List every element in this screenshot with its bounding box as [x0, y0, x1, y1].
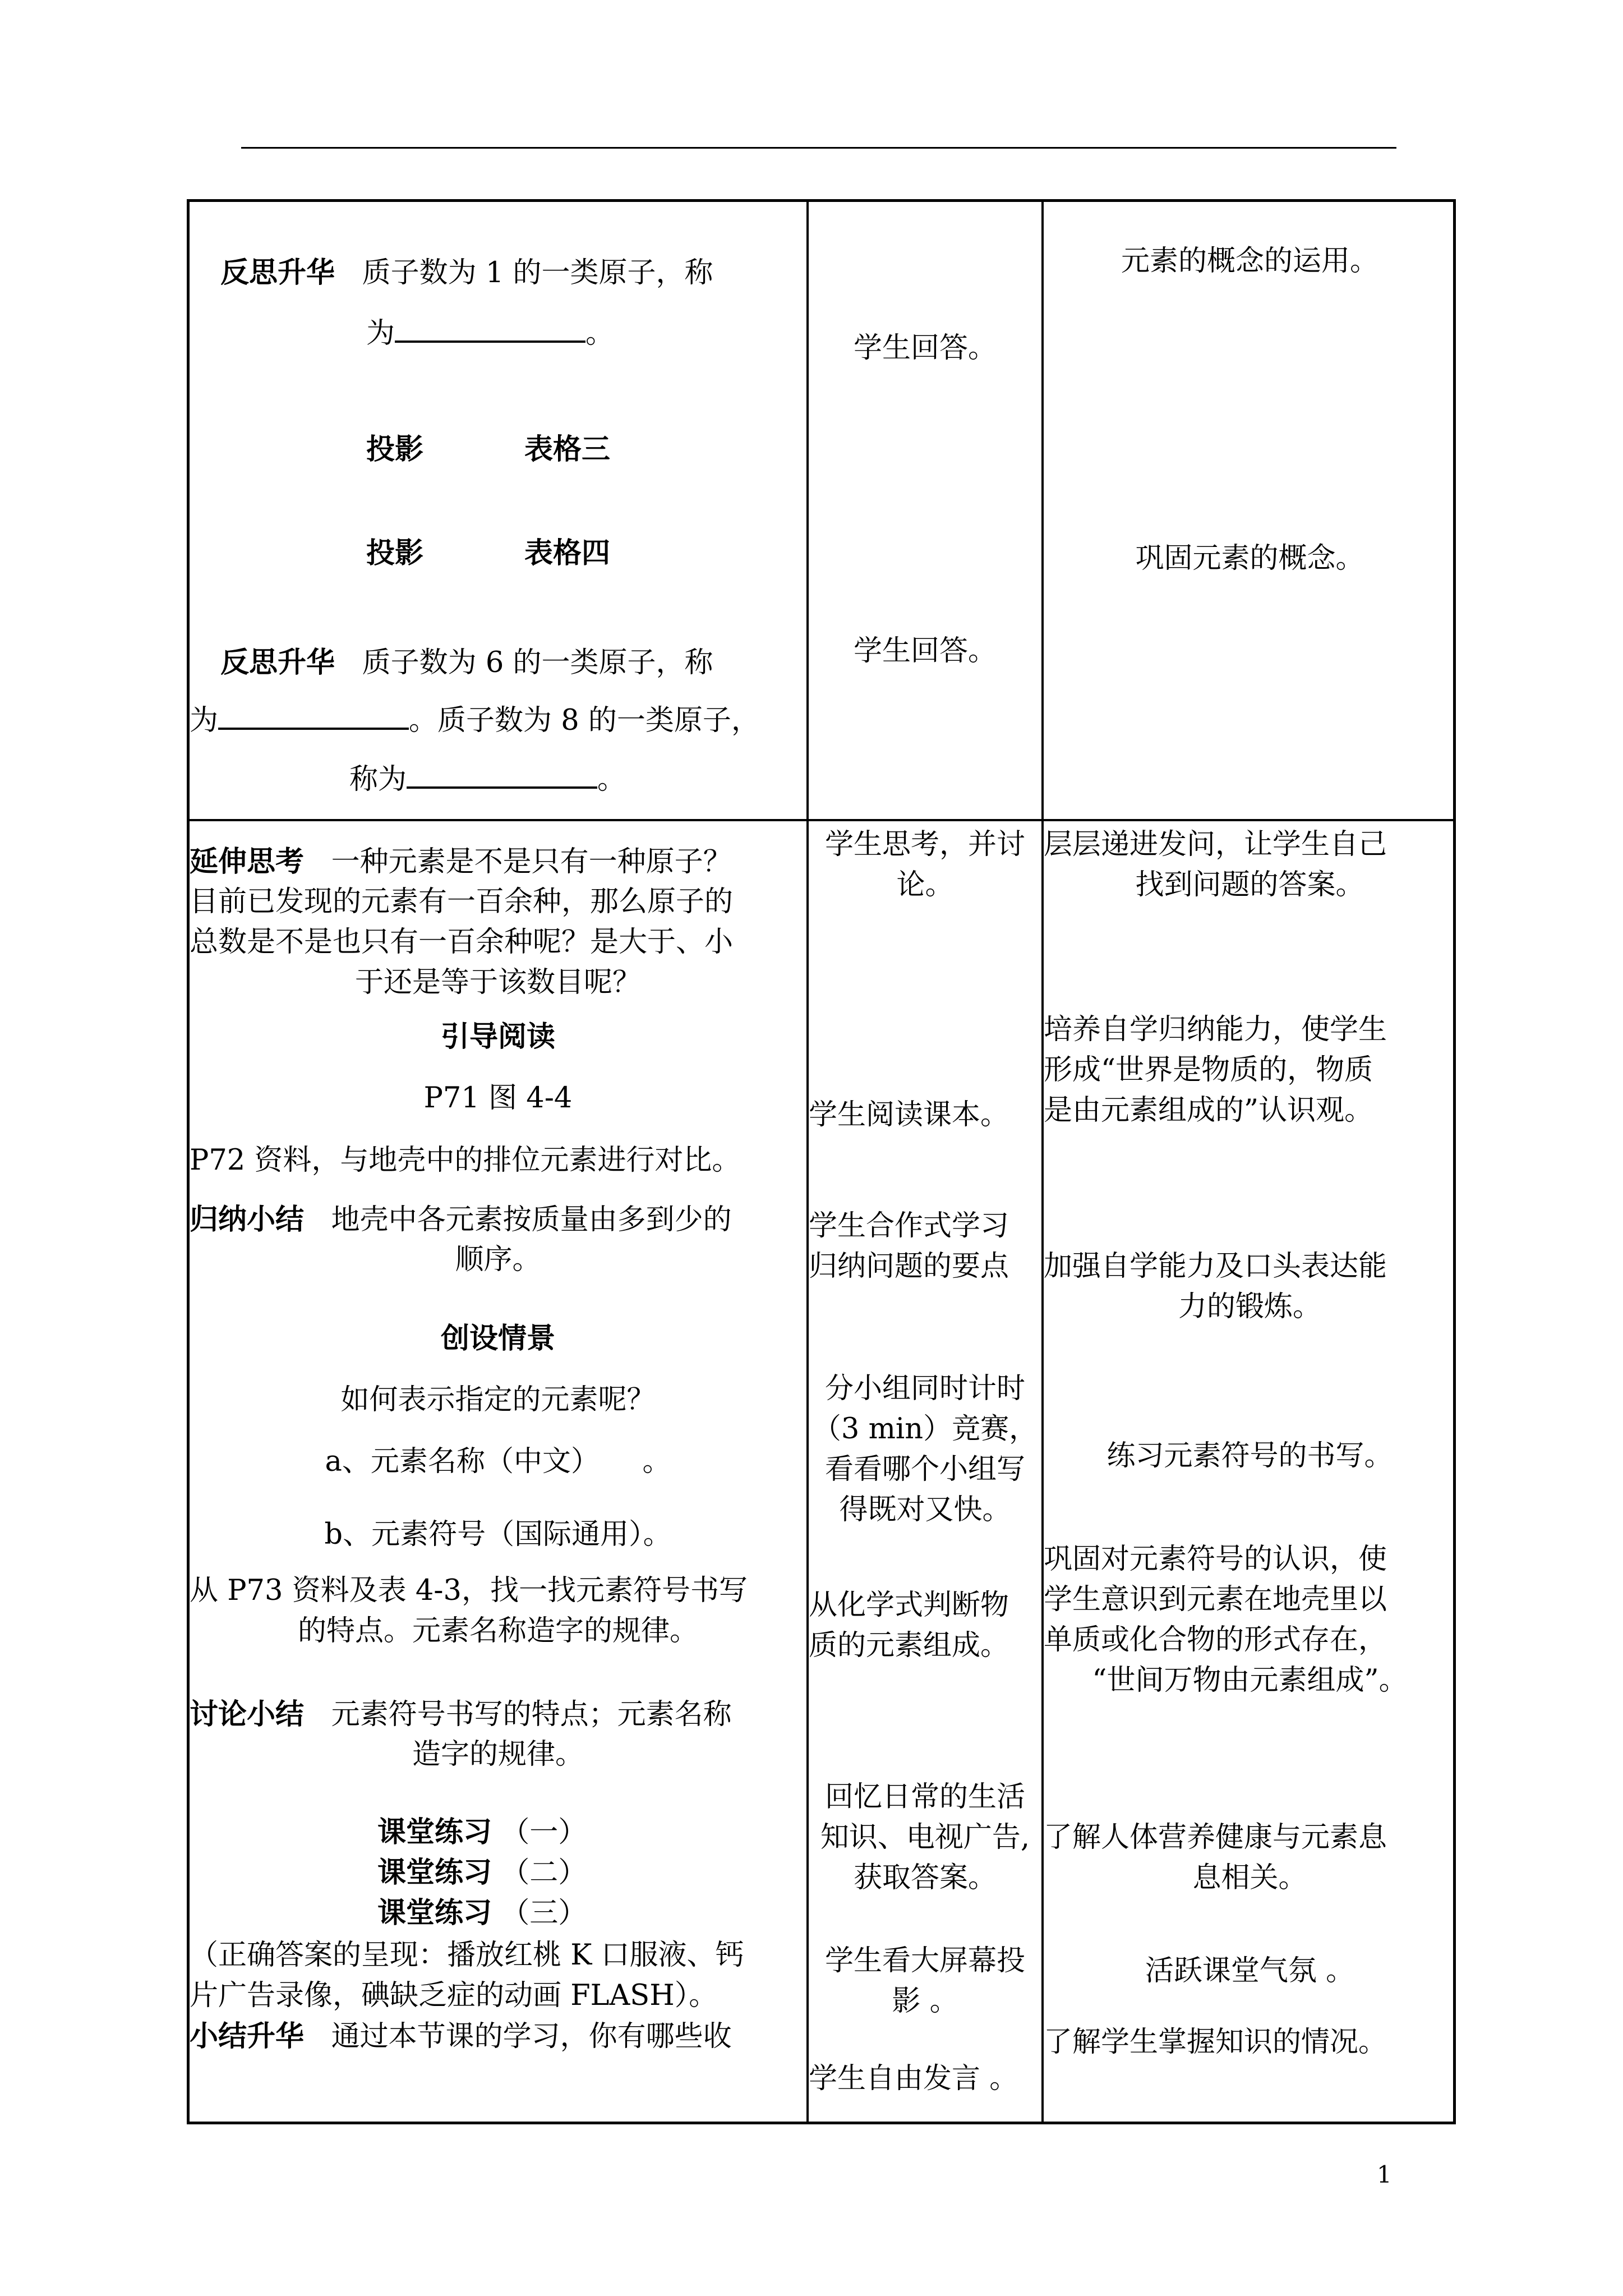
- text: 。质子数为 8 的一类原子，: [409, 704, 760, 737]
- design-intent: “世间万物由元素组成”。: [1092, 1664, 1408, 1697]
- option-a: a、元素名称（中文） 。: [325, 1445, 671, 1478]
- option-b: b、元素符号（国际通用）。: [324, 1518, 672, 1551]
- purpose-text: 巩固元素的概念。: [1135, 542, 1364, 575]
- student-activity: 从化学式判断物: [809, 1589, 1009, 1622]
- student-answer-2: 学生回答。: [853, 634, 997, 668]
- section-label: 小结升华: [190, 2019, 305, 2053]
- design-intent: 加强自学能力及口头表达能: [1044, 1250, 1387, 1283]
- student-activity: 回忆日常的生活: [824, 1780, 1025, 1814]
- text: 元素符号书写的特点；元素名称: [331, 1698, 732, 1731]
- projection-value: 表格四: [524, 536, 611, 570]
- design-intent: 力的锻炼。: [1178, 1290, 1321, 1323]
- student-activity: 质的元素组成。: [809, 1629, 1009, 1662]
- exercise-label: 课堂练习: [377, 1815, 492, 1849]
- student-activity: 学生思考，并讨: [824, 828, 1025, 861]
- projection-value: 表格三: [524, 432, 611, 466]
- question-text: 如何表示指定的元素呢？: [340, 1383, 656, 1416]
- exercise-number: （三）: [501, 1897, 587, 1930]
- text: 地壳中各元素按质量由多到少的: [331, 1203, 732, 1236]
- student-activity: 获取答案。: [853, 1861, 997, 1894]
- answer-presentation-line1: （正确答案的呈现：播放红桃 K 口服液、钙: [190, 1939, 744, 1972]
- student-activity: 归纳问题的要点: [809, 1250, 1009, 1283]
- design-intent: 练习元素符号的书写。: [1106, 1439, 1393, 1473]
- reflection-label: 反思升华: [220, 646, 335, 679]
- student-activity: 分小组同时计时: [824, 1372, 1025, 1405]
- design-intent: 息相关。: [1192, 1861, 1307, 1894]
- design-intent: 找到问题的答案。: [1135, 868, 1364, 901]
- design-intent: 巩固对元素符号的认识，使: [1044, 1543, 1387, 1576]
- discussion-line1: [190, 1694, 732, 1735]
- exercise-1: [377, 1812, 587, 1853]
- scenario-heading: 创设情景: [440, 1322, 555, 1355]
- reflection-2: [220, 642, 713, 683]
- student-activity: 学生看大屏幕投: [824, 1944, 1025, 1977]
- reflection-2-line3: [349, 757, 626, 800]
- extended-thinking-line2: 目前已发现的元素有一百余种，那么原子的: [190, 885, 734, 918]
- exercise-label: 课堂练习: [377, 1856, 492, 1889]
- design-intent: 单质或化合物的形式存在，: [1044, 1623, 1387, 1657]
- design-intent: 学生意识到元素在地壳里以: [1044, 1583, 1387, 1616]
- student-activity: 看看哪个小组写: [824, 1453, 1025, 1486]
- text: 为: [366, 317, 395, 350]
- student-activity: （3 min）竞赛，: [812, 1412, 1038, 1446]
- reflection-text: 质子数为 1 的一类原子，称: [362, 256, 713, 289]
- lesson-plan-table: [187, 199, 1456, 2124]
- exercise-label: 课堂练习: [377, 1896, 492, 1930]
- text: 为: [190, 704, 219, 737]
- exercise-2: [377, 1852, 587, 1893]
- summary-line1: [190, 1199, 732, 1240]
- purpose-text: 元素的概念的运用。: [1121, 245, 1378, 278]
- text: 通过本节课的学习，你有哪些收: [331, 2020, 732, 2053]
- design-intent: 活跃课堂气氛 。: [1145, 1954, 1355, 1987]
- student-activity: 学生合作式学习: [809, 1209, 1009, 1243]
- figure-reference: P71 图 4-4: [423, 1082, 573, 1115]
- design-intent: 是由元素组成的”认识观。: [1044, 1094, 1373, 1127]
- projection-label: 投影: [366, 536, 424, 570]
- page-number: 1: [1377, 2161, 1392, 2188]
- summary-line2: 顺序。: [455, 1243, 541, 1276]
- projection-table-4: [366, 533, 610, 573]
- section-label: 延伸思考: [190, 845, 305, 878]
- student-answer-1: 学生回答。: [853, 332, 997, 365]
- text: 。: [585, 317, 615, 350]
- student-activity: 论。: [896, 868, 954, 901]
- reflection-2-line2: [190, 698, 760, 741]
- fill-blank: [407, 757, 597, 789]
- student-activity: 学生阅读课本。: [809, 1098, 1009, 1131]
- design-intent: 了解学生掌握知识的情况。: [1044, 2026, 1387, 2059]
- exercise-number: （一）: [501, 1816, 587, 1849]
- extended-thinking-line3: 总数是不是也只有一百余种呢？是大于、小: [190, 926, 734, 959]
- student-activity: 学生自由发言 。: [809, 2062, 1018, 2095]
- section-label: 归纳小结: [190, 1203, 305, 1236]
- reflection-1-line2: [366, 311, 614, 354]
- design-intent: 层层递进发问，让学生自己: [1044, 828, 1387, 861]
- reflection-text: 质子数为 6 的一类原子，称: [362, 646, 713, 679]
- extended-thinking-line1: [190, 841, 732, 882]
- extended-thinking-line4: 于还是等于该数目呢？: [354, 966, 641, 999]
- exercise-3: [377, 1893, 587, 1934]
- reflection-label: 反思升华: [220, 256, 335, 289]
- guided-reading-heading: 引导阅读: [440, 1020, 555, 1053]
- conclusion-line: [190, 2016, 732, 2057]
- design-intent: 形成“世界是物质的，物质: [1044, 1053, 1373, 1087]
- design-intent: 了解人体营养健康与元素息: [1044, 1821, 1387, 1854]
- student-activity: 得既对又快。: [839, 1493, 1011, 1526]
- answer-presentation-line2: 片广告录像，碘缺乏症的动画 FLASH）。: [190, 1979, 718, 2012]
- material-reference: P72 资料，与地壳中的排位元素进行对比。: [190, 1144, 741, 1177]
- reflection-1: [220, 252, 713, 293]
- text: 称为: [349, 763, 407, 796]
- discussion-line2: 造字的规律。: [412, 1738, 584, 1771]
- text: 一种元素是不是只有一种原子？: [331, 845, 732, 878]
- row-divider: [190, 819, 1453, 821]
- projection-label: 投影: [366, 432, 424, 466]
- design-intent: 培养自学归纳能力，使学生: [1044, 1013, 1387, 1046]
- fill-blank: [218, 698, 409, 730]
- symbol-rules-line1: 从 P73 资料及表 4-3，找一找元素符号书写: [190, 1574, 748, 1607]
- student-activity: 影 。: [892, 1985, 958, 2018]
- fill-blank: [395, 311, 585, 343]
- section-label: 讨论小结: [190, 1697, 305, 1731]
- exercise-number: （二）: [501, 1856, 587, 1889]
- header-rule: [241, 147, 1396, 149]
- symbol-rules-line2: 的特点。元素名称造字的规律。: [297, 1614, 698, 1648]
- student-activity: 知识、电视广告,: [820, 1821, 1030, 1854]
- text: 。: [597, 763, 626, 796]
- projection-table-3: [366, 429, 610, 470]
